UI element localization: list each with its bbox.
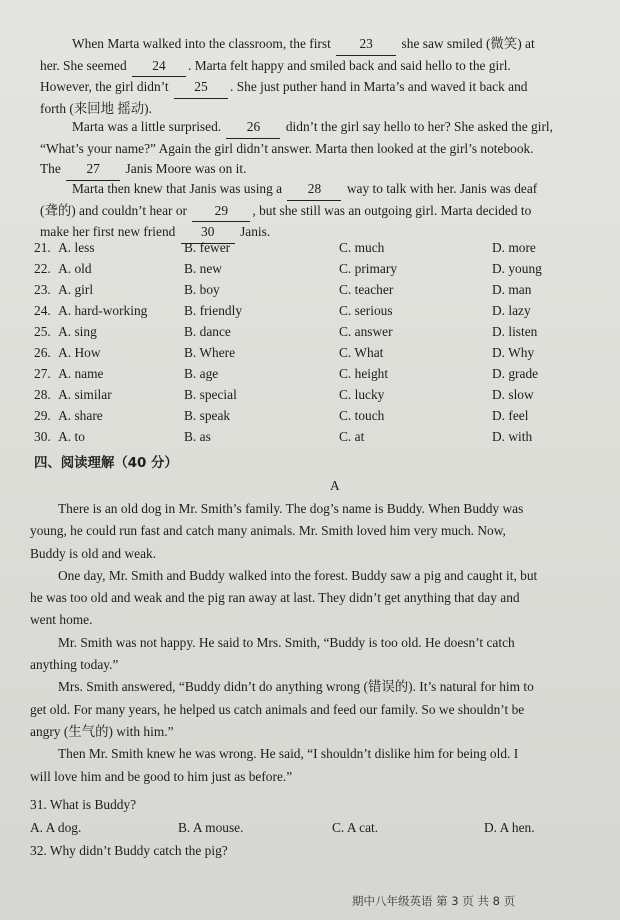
cloze-paragraph-3: Marta then knew that Janis was using a 28 way to talk with her. Janis was deaf (聋的) and couldn’t hear or 29 , but she still was an outgoing girl. Marta decided to make her first new friend 30 Janis. [40, 179, 610, 244]
option-row: 27. A. name B. age C. height D. grade [34, 366, 539, 381]
passage-line: went home. [30, 612, 93, 628]
option-d[interactable]: D. Why [492, 345, 535, 360]
option-a[interactable]: A. share [58, 408, 103, 423]
option-d[interactable]: D. grade [492, 366, 539, 381]
option-c[interactable]: C. touch [339, 408, 385, 423]
option-d[interactable]: D. young [492, 261, 542, 276]
passage-line: Mrs. Smith answered, “Buddy didn’t do anything wrong (错误的). It’s natural for him to [58, 679, 534, 695]
cloze-paragraph-1: When Marta walked into the classroom, the first 23 she saw smiled (微笑) at her. She seemed 24 . Marta felt happy and smiled back and said hello to the girl. However, the girl didn’t 25 . She just puther hand in Marta’s and waved it back and forth (来回地 摇动). [40, 36, 535, 116]
passage-line: young, he could run fast and catch many animals. Mr. Smith loved him very much. Now, [30, 523, 506, 539]
option-row: 26. A. How B. Where C. What D. Why [34, 345, 535, 360]
option-b[interactable]: B. speak [184, 408, 231, 423]
option-b[interactable]: B. special [184, 387, 237, 402]
option-c[interactable]: C. lucky [339, 387, 385, 402]
option-b[interactable]: B. friendly [184, 303, 243, 318]
option-row: 25. A. sing B. dance C. answer D. listen [34, 324, 538, 339]
option-a[interactable]: A. name [58, 366, 104, 381]
option-c[interactable]: C. serious [339, 303, 393, 318]
q31-option-a[interactable]: A. A dog. [30, 820, 82, 835]
option-row: 22. A. old B. new C. primary D. young [34, 261, 542, 276]
option-b[interactable]: B. age [184, 366, 219, 381]
option-b[interactable]: B. Where [184, 345, 236, 360]
option-a[interactable]: A. old [58, 261, 92, 276]
question-31: 31. What is Buddy? [30, 797, 137, 812]
option-row: 28. A. similar B. special C. lucky D. slow [34, 387, 534, 402]
option-d[interactable]: D. more [492, 240, 536, 255]
passage-line: get old. For many years, he helped us catch animals and feed our family. So we shouldn’t be [30, 701, 525, 717]
option-b[interactable]: B. dance [184, 324, 231, 339]
option-d[interactable]: D. slow [492, 387, 534, 402]
option-c[interactable]: C. answer [339, 324, 393, 339]
option-row: 23. A. girl B. boy C. teacher D. man [34, 282, 532, 297]
section-title: 四、阅读理解（40 分） [34, 456, 178, 471]
option-a[interactable]: A. hard-working [58, 303, 148, 318]
passage-line: anything today.” [30, 657, 119, 673]
option-a[interactable]: A. less [58, 240, 95, 255]
question-31-options [30, 820, 590, 840]
cloze-paragraph-2: Marta was a little surprised. 26 didn’t the girl say hello to her? She asked the girl, “What’s your name?” Again the girl didn’t answer. Marta then looked at the girl’s notebook. The 27 Janis Moore was on it. [40, 117, 610, 181]
blank-30[interactable]: 30 [181, 222, 235, 244]
blank-27[interactable]: 27 [66, 159, 120, 181]
option-b[interactable]: B. boy [184, 282, 220, 297]
option-c[interactable]: C. teacher [339, 282, 394, 297]
blank-23[interactable]: 23 [336, 34, 396, 56]
passage-line: will love him and be good to him just as before.” [30, 768, 293, 784]
blank-28[interactable]: 28 [287, 179, 341, 201]
option-c[interactable]: C. much [339, 240, 385, 255]
passage-line: Mr. Smith was not happy. He said to Mrs. Smith, “Buddy is too old. He doesn’t catch [58, 634, 515, 650]
option-a[interactable]: A. similar [58, 387, 112, 402]
option-c[interactable]: C. What [339, 345, 384, 360]
option-row: 21. A. less B. fewer C. much D. more [34, 240, 536, 255]
option-d[interactable]: D. listen [492, 324, 538, 339]
option-a[interactable]: A. sing [58, 324, 97, 339]
passage-line: Then Mr. Smith knew he was wrong. He said, “I shouldn’t dislike him for being old. I [58, 746, 519, 762]
option-a[interactable]: A. to [58, 429, 85, 444]
option-row: 29. A. share B. speak C. touch D. feel [34, 408, 529, 423]
option-c[interactable]: C. height [339, 366, 389, 381]
blank-26[interactable]: 26 [226, 117, 280, 139]
option-row: 30. A. to B. as C. at D. with [34, 429, 533, 444]
option-d[interactable]: D. with [492, 429, 533, 444]
option-c[interactable]: C. primary [339, 261, 398, 276]
reading-passage [30, 498, 608, 788]
cloze-options [34, 240, 614, 450]
option-row: 24. A. hard-working B. friendly C. serious D. lazy [34, 303, 531, 318]
option-b[interactable]: B. new [184, 261, 222, 276]
passage-line: Buddy is old and weak. [30, 545, 157, 561]
q31-option-b[interactable]: B. A mouse. [178, 820, 244, 835]
blank-29[interactable]: 29 [192, 201, 250, 223]
passage-line: he was too old and weak and the pig ran away at last. They didn’t get anything that day and [30, 590, 520, 606]
passage-line: angry (生气的) with him.” [30, 723, 174, 739]
option-d[interactable]: D. lazy [492, 303, 531, 318]
q31-option-c[interactable]: C. A cat. [332, 820, 379, 835]
passage-letter: A [330, 478, 340, 493]
q31-option-d[interactable]: D. A hen. [484, 820, 535, 835]
option-b[interactable]: B. fewer [184, 240, 231, 255]
passage-line: There is an old dog in Mr. Smith’s family. The dog’s name is Buddy. When Buddy was [58, 501, 524, 516]
option-a[interactable]: A. girl [58, 282, 94, 297]
option-a[interactable]: A. How [58, 345, 101, 360]
question-32: 32. Why didn’t Buddy catch the pig? [30, 843, 228, 858]
blank-24[interactable]: 24 [132, 56, 186, 78]
page-footer: 期中八年级英语 第 3 页 共 8 页 [352, 894, 516, 908]
option-c[interactable]: C. at [339, 429, 365, 444]
passage-line: One day, Mr. Smith and Buddy walked into the forest. Buddy saw a pig and caught it, but [58, 567, 538, 583]
option-d[interactable]: D. feel [492, 408, 529, 423]
option-d[interactable]: D. man [492, 282, 532, 297]
option-b[interactable]: B. as [184, 429, 211, 444]
blank-25[interactable]: 25 [174, 77, 228, 99]
